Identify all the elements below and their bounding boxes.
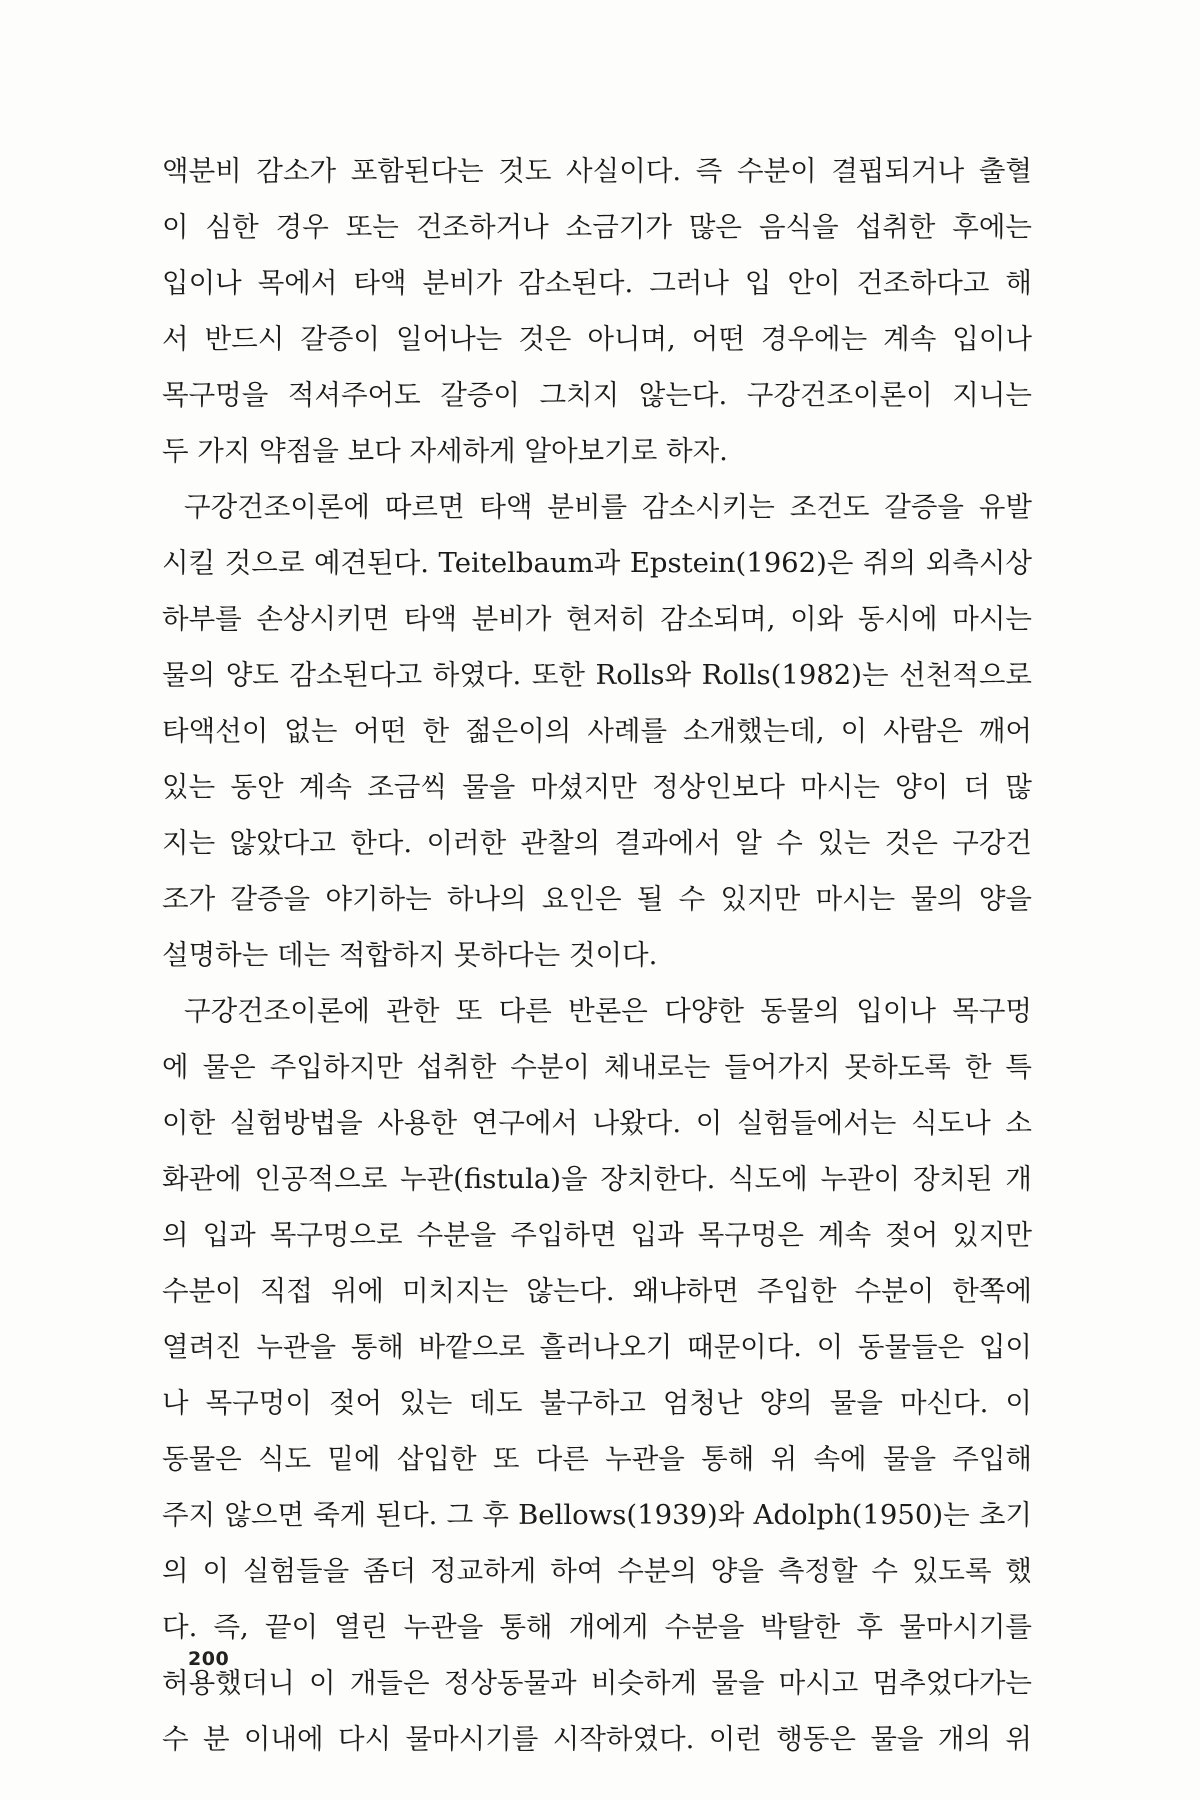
text-line: 조가 갈증을 야기하는 하나의 요인은 될 수 있지만 마시는 물의 양을: [162, 883, 1032, 915]
text-line: 다. 즉, 끝이 열린 누관을 통해 개에게 수분을 박탈한 후 물마시기를: [162, 1611, 1032, 1643]
text-line: 열려진 누관을 통해 바깥으로 흘러나오기 때문이다. 이 동물들은 입이: [162, 1331, 1032, 1363]
text-line: 수 분 이내에 다시 물마시기를 시작하였다. 이런 행동은 물을 개의 위: [162, 1723, 1032, 1755]
text-line: 이한 실험방법을 사용한 연구에서 나왔다. 이 실험들에서는 식도나 소: [162, 1107, 1032, 1139]
text-line: 설명하는 데는 적합하지 못하다는 것이다.: [162, 939, 658, 971]
text-line: 허용했더니 이 개들은 정상동물과 비슷하게 물을 마시고 멈추었다가는: [162, 1667, 1032, 1699]
body-text: [162, 143, 1032, 1767]
text-line: 시킬 것으로 예견된다. Teitelbaum과 Epstein(1962)은 쥐의 외측시상: [162, 547, 1032, 579]
text-line: 나 목구멍이 젖어 있는 데도 불구하고 엄청난 양의 물을 마신다. 이: [162, 1387, 1032, 1419]
text-line: 두 가지 약점을 보다 자세하게 알아보기로 하자.: [162, 435, 728, 467]
text-line: 타액선이 없는 어떤 한 젊은이의 사례를 소개했는데, 이 사람은 깨어: [162, 715, 1032, 747]
text-line: 구강건조이론에 따르면 타액 분비를 감소시키는 조건도 갈증을 유발: [184, 491, 1032, 523]
page-number: 200: [188, 1648, 230, 1670]
text-line: 하부를 손상시키면 타액 분비가 현저히 감소되며, 이와 동시에 마시는: [162, 603, 1032, 635]
text-line: 액분비 감소가 포함된다는 것도 사실이다. 즉 수분이 결핍되거나 출혈: [162, 155, 1032, 187]
text-line: 이 심한 경우 또는 건조하거나 소금기가 많은 음식을 섭취한 후에는: [162, 211, 1032, 243]
text-line: 목구멍을 적셔주어도 갈증이 그치지 않는다. 구강건조이론이 지니는: [162, 379, 1032, 411]
text-line: 지는 않았다고 한다. 이러한 관찰의 결과에서 알 수 있는 것은 구강건: [162, 827, 1032, 859]
text-line: 서 반드시 갈증이 일어나는 것은 아니며, 어떤 경우에는 계속 입이나: [162, 323, 1032, 355]
text-line: 주지 않으면 죽게 된다. 그 후 Bellows(1939)와 Adolph(1950)는 초기: [162, 1499, 1032, 1531]
text-line: 의 이 실험들을 좀더 정교하게 하여 수분의 양을 측정할 수 있도록 했: [162, 1555, 1032, 1587]
text-line: 에 물은 주입하지만 섭취한 수분이 체내로는 들어가지 못하도록 한 특: [162, 1051, 1032, 1083]
text-line: 화관에 인공적으로 누관(fistula)을 장치한다. 식도에 누관이 장치된 개: [162, 1163, 1032, 1195]
text-line: 동물은 식도 밑에 삽입한 또 다른 누관을 통해 위 속에 물을 주입해: [162, 1443, 1032, 1475]
text-line: 수분이 직접 위에 미치지는 않는다. 왜냐하면 주입한 수분이 한쪽에: [162, 1275, 1032, 1307]
text-line: 있는 동안 계속 조금씩 물을 마셨지만 정상인보다 마시는 양이 더 많: [162, 771, 1032, 803]
text-line: 물의 양도 감소된다고 하였다. 또한 Rolls와 Rolls(1982)는 선천적으로: [162, 659, 1032, 691]
text-line: 구강건조이론에 관한 또 다른 반론은 다양한 동물의 입이나 목구멍: [184, 995, 1032, 1027]
text-line: 의 입과 목구멍으로 수분을 주입하면 입과 목구멍은 계속 젖어 있지만: [162, 1219, 1032, 1251]
text-line: 입이나 목에서 타액 분비가 감소된다. 그러나 입 안이 건조하다고 해: [162, 267, 1032, 299]
